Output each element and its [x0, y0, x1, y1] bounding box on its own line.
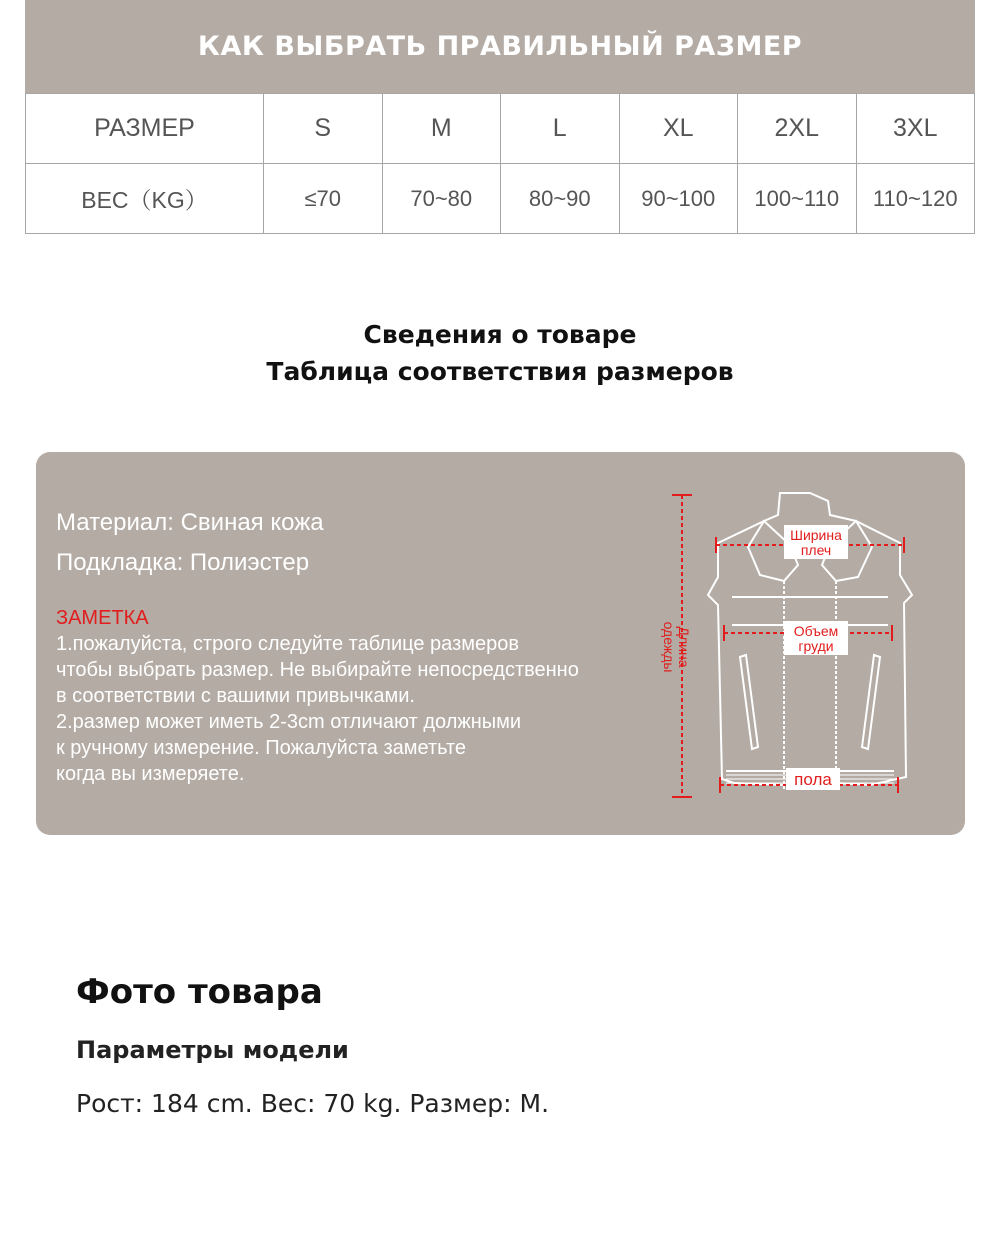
zipper-icon: [784, 581, 836, 791]
size-cell: S: [264, 94, 383, 164]
length-label: Длина: [676, 626, 692, 668]
size-cell: 2XL: [738, 94, 857, 164]
banner-title: КАК ВЫБРАТЬ ПРАВИЛЬНЫЙ РАЗМЕР: [197, 31, 803, 62]
size-table: [25, 93, 975, 234]
length-label: одежды: [661, 621, 677, 673]
size-cell: L: [501, 94, 620, 164]
photo-section-title: Фото товара: [76, 972, 323, 1012]
weight-cell: 80~90: [501, 164, 620, 234]
weight-cell: 100~110: [738, 164, 857, 234]
product-info-subtitle: Таблица соответствия размеров: [266, 357, 734, 386]
model-params-title: Параметры модели: [76, 1036, 349, 1064]
model-params-text: Рост: 184 cm. Вес: 70 kg. Размер: M.: [76, 1089, 550, 1118]
shoulder-label: плеч: [800, 542, 832, 558]
size-guide-banner: [25, 0, 975, 93]
hem-label: пола: [794, 770, 832, 789]
note-title: ЗАМЕТКА: [56, 607, 149, 629]
shoulder-label: Ширина: [790, 527, 842, 543]
material-text: Материал: Свиная кожа: [56, 509, 324, 536]
note-line: в соответствии с вашими привычками.: [56, 685, 415, 707]
weight-cell: 90~100: [619, 164, 738, 234]
weight-label: ВЕС（KG）: [26, 164, 264, 234]
chest-label: Объем: [793, 623, 839, 639]
size-cell: M: [382, 94, 501, 164]
lining-text: Подкладка: Полиэстер: [56, 549, 310, 576]
note-line: к ручному измерение. Пожалуйста заметьте: [56, 737, 467, 759]
weight-cell: 110~120: [856, 164, 975, 234]
size-cell: XL: [619, 94, 738, 164]
weight-row: [26, 164, 975, 234]
size-header-row: [26, 94, 975, 164]
note-line: чтобы выбрать размер. Не выбирайте непосредственно: [56, 659, 579, 681]
weight-cell: 70~80: [382, 164, 501, 234]
length-label-group: [661, 622, 692, 673]
note-line: когда вы измеряете.: [56, 763, 245, 785]
vest-measurement-diagram: [660, 485, 920, 815]
chest-label: груди: [798, 638, 834, 654]
size-header-label: РАЗМЕР: [26, 94, 264, 164]
note-line: 1.пожалуйста, строго следуйте таблице размеров: [56, 633, 519, 655]
size-cell: 3XL: [856, 94, 975, 164]
weight-cell: ≤70: [264, 164, 383, 234]
note-line: 2.размер может иметь 2-3cm отличают должными: [56, 711, 522, 733]
product-info-title: Сведения о товаре: [363, 320, 637, 349]
